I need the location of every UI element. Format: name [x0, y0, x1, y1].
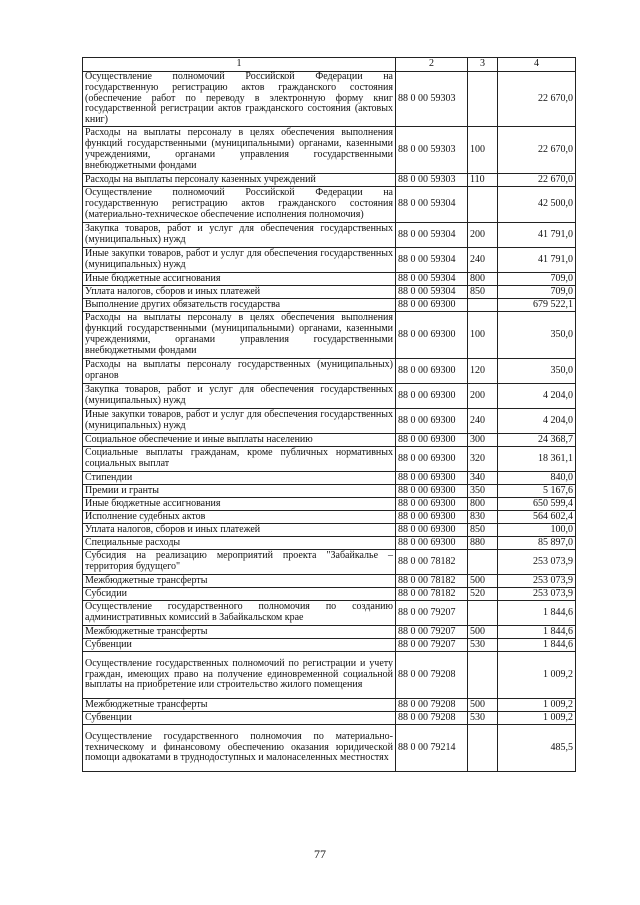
row-name-cell: Субвенции [83, 638, 396, 651]
row-name-cell: Субсидия на реализацию мероприятий проекта "Забайкалье – территория будущего" [83, 549, 396, 574]
row-sum-cell: 350,0 [498, 311, 576, 358]
row-code-cell: 88 0 00 59304 [396, 186, 468, 222]
table-row [83, 272, 576, 285]
row-type-cell: 880 [468, 536, 498, 549]
row-sum-cell: 41 791,0 [498, 247, 576, 272]
row-code-cell: 88 0 00 69300 [396, 298, 468, 311]
row-code-cell: 88 0 00 69300 [396, 433, 468, 446]
header-row [83, 58, 576, 72]
table-row [83, 651, 576, 698]
row-type-cell: 800 [468, 272, 498, 285]
table-row [83, 126, 576, 173]
table-body [83, 72, 576, 772]
row-type-cell: 240 [468, 247, 498, 272]
row-name-cell: Социальное обеспечение и иные выплаты населению [83, 433, 396, 446]
row-type-cell: 200 [468, 383, 498, 408]
row-type-cell: 120 [468, 358, 498, 383]
row-name-cell: Закупка товаров, работ и услуг для обеспечения государственных (муниципальных) нужд [83, 383, 396, 408]
header-col-name: 1 [83, 58, 396, 72]
table-row [83, 298, 576, 311]
page-number: 77 [314, 847, 326, 861]
row-sum-cell: 22 670,0 [498, 126, 576, 173]
row-type-cell: 320 [468, 446, 498, 471]
table-row [83, 698, 576, 711]
row-sum-cell: 1 844,6 [498, 600, 576, 625]
row-code-cell: 88 0 00 79208 [396, 711, 468, 724]
row-sum-cell: 1 844,6 [498, 625, 576, 638]
row-sum-cell: 4 204,0 [498, 408, 576, 433]
row-type-cell: 500 [468, 625, 498, 638]
row-name-cell: Межбюджетные трансферты [83, 574, 396, 587]
row-name-cell: Уплата налогов, сборов и иных платежей [83, 523, 396, 536]
row-sum-cell: 1 844,6 [498, 638, 576, 651]
row-name-cell: Субсидии [83, 587, 396, 600]
row-code-cell: 88 0 00 78182 [396, 549, 468, 574]
row-code-cell: 88 0 00 79208 [396, 651, 468, 698]
row-sum-cell: 350,0 [498, 358, 576, 383]
table-row [83, 549, 576, 574]
row-code-cell: 88 0 00 59303 [396, 173, 468, 186]
row-type-cell: 500 [468, 574, 498, 587]
row-type-cell: 500 [468, 698, 498, 711]
row-type-cell [468, 549, 498, 574]
table-row [83, 625, 576, 638]
table-row [83, 285, 576, 298]
row-type-cell: 100 [468, 126, 498, 173]
row-code-cell: 88 0 00 79208 [396, 698, 468, 711]
row-code-cell: 88 0 00 59303 [396, 72, 468, 127]
row-code-cell: 88 0 00 69300 [396, 383, 468, 408]
row-sum-cell: 42 500,0 [498, 186, 576, 222]
header-col-sum: 4 [498, 58, 576, 72]
table-row [83, 408, 576, 433]
table-row [83, 724, 576, 771]
row-type-cell [468, 600, 498, 625]
row-name-cell: Стипендии [83, 471, 396, 484]
row-sum-cell: 1 009,2 [498, 651, 576, 698]
row-type-cell: 850 [468, 523, 498, 536]
budget-table [82, 57, 576, 772]
row-sum-cell: 840,0 [498, 471, 576, 484]
row-type-cell: 300 [468, 433, 498, 446]
row-sum-cell: 22 670,0 [498, 173, 576, 186]
table-row [83, 574, 576, 587]
table-row [83, 523, 576, 536]
row-name-cell: Иные закупки товаров, работ и услуг для обеспечения государственных (муниципальных) нужд [83, 247, 396, 272]
row-name-cell: Выполнение других обязательств государства [83, 298, 396, 311]
row-sum-cell: 100,0 [498, 523, 576, 536]
row-code-cell: 88 0 00 59303 [396, 126, 468, 173]
table-row [83, 587, 576, 600]
row-type-cell [468, 72, 498, 127]
row-type-cell: 200 [468, 222, 498, 247]
table-row [83, 600, 576, 625]
row-code-cell: 88 0 00 69300 [396, 484, 468, 497]
row-code-cell: 88 0 00 69300 [396, 523, 468, 536]
row-code-cell: 88 0 00 69300 [396, 510, 468, 523]
row-sum-cell: 709,0 [498, 285, 576, 298]
table-row [83, 497, 576, 510]
row-code-cell: 88 0 00 69300 [396, 311, 468, 358]
row-name-cell: Расходы на выплаты персоналу государственных (муниципальных) органов [83, 358, 396, 383]
row-name-cell: Специальные расходы [83, 536, 396, 549]
row-name-cell: Осуществление полномочий Российской Федерации на государственную регистрацию актов гражданского состояния (обеспечение работ по переводу в электронную форму книг государственной регистрации актов гражданского состояния (актовых книг) [83, 72, 396, 127]
row-code-cell: 88 0 00 78182 [396, 587, 468, 600]
row-sum-cell: 18 361,1 [498, 446, 576, 471]
row-code-cell: 88 0 00 69300 [396, 471, 468, 484]
row-code-cell: 88 0 00 59304 [396, 247, 468, 272]
row-name-cell: Осуществление полномочий Российской Федерации на государственную регистрацию актов гражданского состояния (материально-техническое обеспечение исполнения полномочия) [83, 186, 396, 222]
row-name-cell: Иные бюджетные ассигнования [83, 272, 396, 285]
row-type-cell: 850 [468, 285, 498, 298]
row-code-cell: 88 0 00 69300 [396, 536, 468, 549]
row-sum-cell: 564 602,4 [498, 510, 576, 523]
row-code-cell: 88 0 00 69300 [396, 446, 468, 471]
row-code-cell: 88 0 00 59304 [396, 272, 468, 285]
row-code-cell: 88 0 00 79207 [396, 600, 468, 625]
row-sum-cell: 4 204,0 [498, 383, 576, 408]
row-code-cell: 88 0 00 69300 [396, 497, 468, 510]
row-code-cell: 88 0 00 78182 [396, 574, 468, 587]
row-name-cell: Субвенции [83, 711, 396, 724]
row-code-cell: 88 0 00 69300 [396, 408, 468, 433]
row-type-cell: 240 [468, 408, 498, 433]
row-sum-cell: 24 368,7 [498, 433, 576, 446]
table-row [83, 433, 576, 446]
row-sum-cell: 709,0 [498, 272, 576, 285]
row-name-cell: Премии и гранты [83, 484, 396, 497]
row-sum-cell: 1 009,2 [498, 698, 576, 711]
row-type-cell [468, 298, 498, 311]
row-sum-cell: 679 522,1 [498, 298, 576, 311]
row-sum-cell: 1 009,2 [498, 711, 576, 724]
row-sum-cell: 253 073,9 [498, 587, 576, 600]
row-sum-cell: 253 073,9 [498, 574, 576, 587]
row-type-cell: 530 [468, 638, 498, 651]
row-name-cell: Осуществление государственного полномочия по созданию административных комиссий в Забайкальском крае [83, 600, 396, 625]
row-name-cell: Расходы на выплаты персоналу в целях обеспечения выполнения функций государственными (муниципальными) органами, казенными учреждениями, органами управления государственными внебюджетными фондами [83, 126, 396, 173]
row-code-cell: 88 0 00 79207 [396, 625, 468, 638]
row-sum-cell: 85 897,0 [498, 536, 576, 549]
table-row [83, 638, 576, 651]
row-sum-cell: 41 791,0 [498, 222, 576, 247]
table-row [83, 173, 576, 186]
table-row [83, 222, 576, 247]
header-col-code: 2 [396, 58, 468, 72]
row-type-cell: 530 [468, 711, 498, 724]
table-row [83, 383, 576, 408]
row-name-cell: Иные бюджетные ассигнования [83, 497, 396, 510]
row-sum-cell: 22 670,0 [498, 72, 576, 127]
row-name-cell: Уплата налогов, сборов и иных платежей [83, 285, 396, 298]
row-name-cell: Закупка товаров, работ и услуг для обеспечения государственных (муниципальных) нужд [83, 222, 396, 247]
table-row [83, 471, 576, 484]
row-type-cell [468, 651, 498, 698]
table-row [83, 247, 576, 272]
row-sum-cell: 650 599,4 [498, 497, 576, 510]
row-type-cell: 830 [468, 510, 498, 523]
row-name-cell: Межбюджетные трансферты [83, 698, 396, 711]
table-row [83, 186, 576, 222]
row-type-cell: 340 [468, 471, 498, 484]
row-type-cell: 110 [468, 173, 498, 186]
row-type-cell: 800 [468, 497, 498, 510]
table-row [83, 711, 576, 724]
row-code-cell: 88 0 00 79214 [396, 724, 468, 771]
row-name-cell: Исполнение судебных актов [83, 510, 396, 523]
table-row [83, 72, 576, 127]
row-sum-cell: 5 167,6 [498, 484, 576, 497]
table-row [83, 484, 576, 497]
row-code-cell: 88 0 00 59304 [396, 222, 468, 247]
table-row [83, 358, 576, 383]
header-col-type: 3 [468, 58, 498, 72]
row-type-cell: 520 [468, 587, 498, 600]
table-row [83, 446, 576, 471]
row-sum-cell: 485,5 [498, 724, 576, 771]
table-row [83, 536, 576, 549]
row-name-cell: Расходы на выплаты персоналу в целях обеспечения выполнения функций государственными (муниципальными) органами, казенными учреждениями, органами управления государственными внебюджетными фондами [83, 311, 396, 358]
row-code-cell: 88 0 00 59304 [396, 285, 468, 298]
row-type-cell: 100 [468, 311, 498, 358]
table-row [83, 311, 576, 358]
row-type-cell: 350 [468, 484, 498, 497]
row-name-cell: Иные закупки товаров, работ и услуг для обеспечения государственных (муниципальных) нужд [83, 408, 396, 433]
row-type-cell [468, 724, 498, 771]
row-code-cell: 88 0 00 79207 [396, 638, 468, 651]
row-code-cell: 88 0 00 69300 [396, 358, 468, 383]
row-name-cell: Осуществление государственных полномочий по регистрации и учету граждан, имеющих право на получение единовременной социальной выплаты на приобретение или строительство жилого помещения [83, 651, 396, 698]
row-name-cell: Социальные выплаты гражданам, кроме публичных нормативных социальных выплат [83, 446, 396, 471]
row-type-cell [468, 186, 498, 222]
row-sum-cell: 253 073,9 [498, 549, 576, 574]
row-name-cell: Осуществление государственного полномочия по материально-техническому и финансовому обеспечению оказания юридической помощи адвокатами в труднодоступных и малонаселенных местностях [83, 724, 396, 771]
table-row [83, 510, 576, 523]
row-name-cell: Межбюджетные трансферты [83, 625, 396, 638]
row-name-cell: Расходы на выплаты персоналу казенных учреждений [83, 173, 396, 186]
